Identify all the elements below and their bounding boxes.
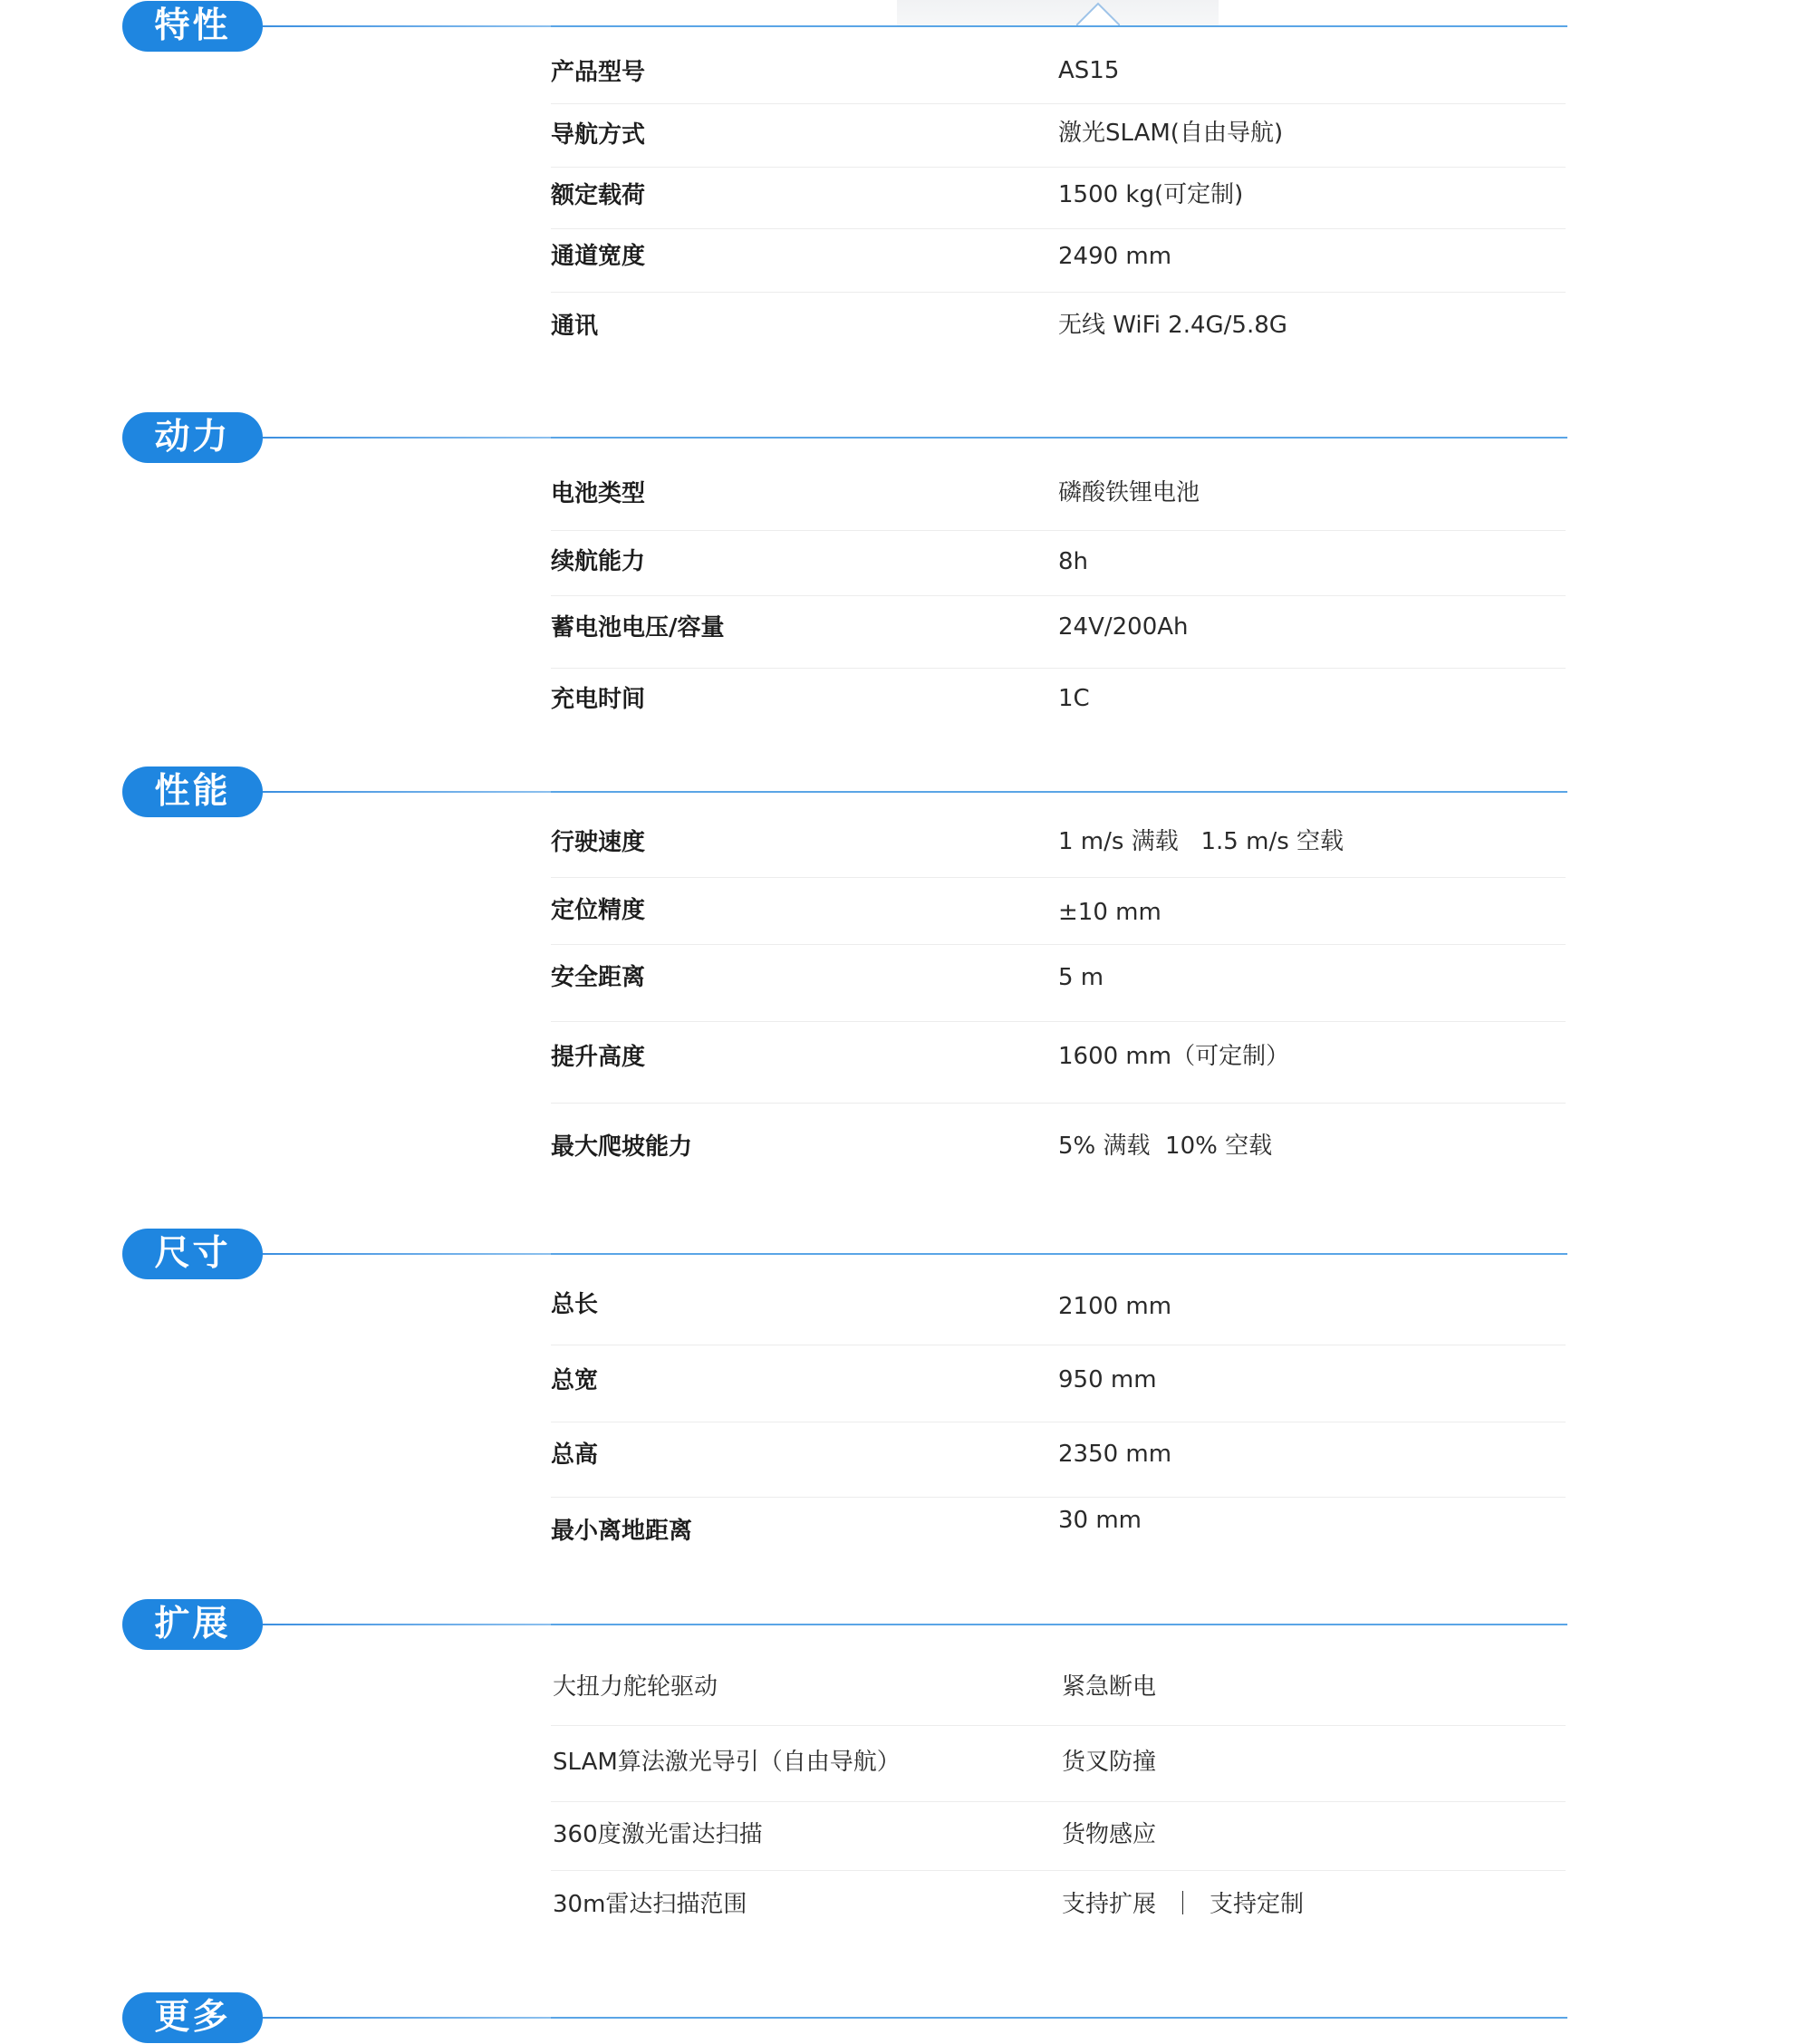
section-badge: 更多 bbox=[122, 1992, 263, 2043]
spec-label: 最大爬坡能力 bbox=[551, 1133, 693, 1161]
feature-left: 360度激光雷达扫描 bbox=[553, 1821, 763, 1848]
spec-value: 24V/200Ah bbox=[1058, 613, 1189, 641]
section-rule-accent bbox=[263, 1253, 551, 1255]
spec-value: 1C bbox=[1058, 685, 1090, 712]
spec-row bbox=[551, 104, 1566, 168]
spec-value: 8h bbox=[1058, 548, 1089, 575]
spec-label: 总长 bbox=[551, 1291, 599, 1318]
section-rule-accent bbox=[263, 25, 551, 27]
spec-value: AS15 bbox=[1058, 57, 1120, 84]
spec-row bbox=[551, 878, 1566, 945]
notch-decoration bbox=[1076, 2, 1120, 25]
spec-value: ±10 mm bbox=[1058, 899, 1161, 926]
section-rule-accent bbox=[263, 1624, 551, 1625]
feature-row bbox=[551, 1649, 1566, 1726]
product-image-fragment bbox=[897, 0, 1219, 27]
spec-label: 定位精度 bbox=[551, 897, 646, 924]
section-badge: 动力 bbox=[122, 412, 263, 463]
feature-left: 30m雷达扫描范围 bbox=[553, 1891, 747, 1918]
feature-left: SLAM算法激光导引（自由导航） bbox=[553, 1749, 901, 1776]
spec-label: 续航能力 bbox=[551, 548, 646, 575]
spec-row bbox=[551, 945, 1566, 1022]
spec-row bbox=[551, 531, 1566, 596]
spec-value: 2350 mm bbox=[1058, 1441, 1172, 1468]
spec-label: 安全距离 bbox=[551, 964, 646, 991]
spec-value: 无线 WiFi 2.4G/5.8G bbox=[1058, 312, 1287, 339]
spec-value: 激光SLAM(自由导航) bbox=[1058, 120, 1284, 147]
feature-row bbox=[551, 1802, 1566, 1871]
spec-label: 充电时间 bbox=[551, 686, 646, 713]
spec-row bbox=[551, 168, 1566, 229]
spec-row bbox=[551, 806, 1566, 878]
spec-value: 1500 kg(可定制) bbox=[1058, 181, 1244, 208]
spec-value: 磷酸铁锂电池 bbox=[1058, 479, 1200, 506]
spec-value: 5 m bbox=[1058, 964, 1104, 991]
spec-row bbox=[551, 462, 1566, 531]
section-rule-accent bbox=[263, 437, 551, 439]
section-rule-accent bbox=[263, 791, 551, 793]
spec-label: 总宽 bbox=[551, 1367, 599, 1394]
spec-row bbox=[551, 293, 1566, 365]
spec-value: 2490 mm bbox=[1058, 243, 1172, 270]
spec-value: 1600 mm（可定制） bbox=[1058, 1043, 1290, 1070]
spec-label: 通讯 bbox=[551, 313, 599, 340]
spec-label: 电池类型 bbox=[551, 480, 646, 507]
spec-row bbox=[551, 1422, 1566, 1498]
spec-label: 总高 bbox=[551, 1441, 599, 1469]
spec-value: 1 m/s 满载 1.5 m/s 空载 bbox=[1058, 828, 1345, 855]
spec-row bbox=[551, 669, 1566, 732]
spec-label: 行驶速度 bbox=[551, 829, 646, 856]
feature-row bbox=[551, 1871, 1566, 1943]
spec-value: 5% 满载 10% 空载 bbox=[1058, 1133, 1273, 1160]
feature-left: 大扭力舵轮驱动 bbox=[553, 1673, 718, 1701]
spec-row bbox=[551, 1022, 1566, 1104]
feature-right: 支持扩展 ｜ 支持定制 bbox=[1062, 1891, 1305, 1918]
section-badge: 性能 bbox=[122, 766, 263, 817]
section-rule-accent bbox=[263, 2017, 551, 2019]
spec-value: 2100 mm bbox=[1058, 1293, 1172, 1320]
section-badge: 尺寸 bbox=[122, 1229, 263, 1279]
feature-right: 紧急断电 bbox=[1062, 1673, 1157, 1701]
section-badge: 特性 bbox=[122, 1, 263, 52]
spec-value: 30 mm bbox=[1058, 1507, 1142, 1534]
spec-row bbox=[551, 1345, 1566, 1422]
spec-row bbox=[551, 1498, 1566, 1579]
feature-right: 货物感应 bbox=[1062, 1821, 1157, 1848]
section-badge: 扩展 bbox=[122, 1599, 263, 1650]
spec-row bbox=[551, 43, 1566, 104]
spec-label: 额定载荷 bbox=[551, 182, 646, 209]
spec-label: 导航方式 bbox=[551, 121, 646, 149]
spec-row bbox=[551, 596, 1566, 669]
spec-label: 蓄电池电压/容量 bbox=[551, 614, 725, 641]
spec-label: 提升高度 bbox=[551, 1044, 646, 1071]
spec-value: 950 mm bbox=[1058, 1366, 1157, 1393]
spec-label: 产品型号 bbox=[551, 59, 646, 86]
spec-row bbox=[551, 1104, 1566, 1185]
spec-label: 最小离地距离 bbox=[551, 1518, 693, 1545]
spec-row bbox=[551, 1268, 1566, 1345]
feature-row bbox=[551, 1726, 1566, 1802]
spec-label: 通道宽度 bbox=[551, 243, 646, 270]
feature-right: 货叉防撞 bbox=[1062, 1749, 1157, 1776]
spec-row bbox=[551, 229, 1566, 293]
